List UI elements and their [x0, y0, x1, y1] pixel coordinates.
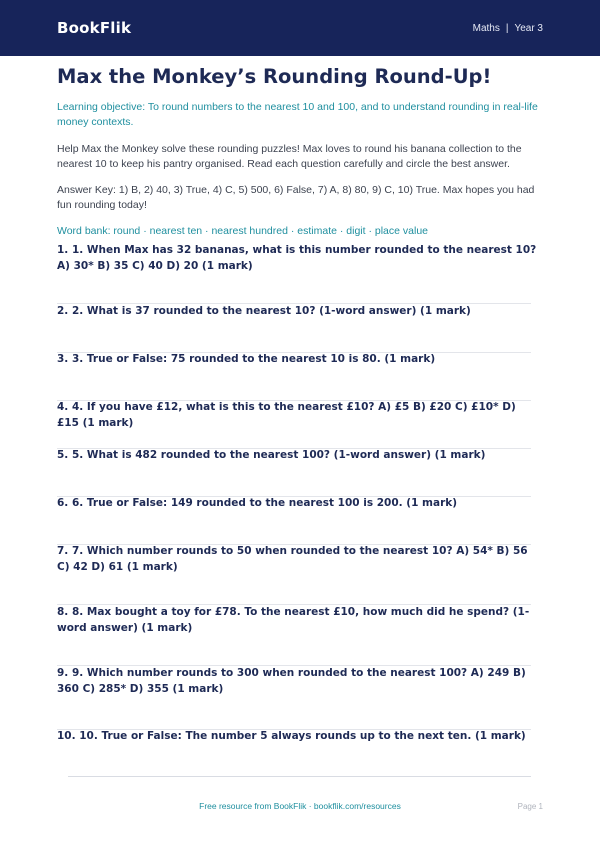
question-3: 3. 3. True or False: 75 rounded to the nearest 10 is 80. (1 mark) [57, 353, 436, 365]
footer-link[interactable]: Free resource from BookFlik · bookflik.com/resources [199, 801, 401, 811]
question-9: 9. 9. Which number rounds to 300 when rounded to the nearest 100? A) 249 B) 360 C) 285* D) 355 (1 mark) [57, 667, 526, 695]
page-header [0, 0, 600, 56]
word-bank: Word bank: round · nearest ten · nearest hundred · estimate · digit · place value [57, 225, 429, 237]
page-title: Max the Monkey’s Rounding Round-Up! [57, 65, 492, 88]
question-2: 2. 2. What is 37 rounded to the nearest 10? (1-word answer) (1 mark) [57, 305, 471, 317]
worksheet-intro [57, 64, 543, 239]
question-6: 6. 6. True or False: 149 rounded to the nearest 100 is 200. (1 mark) [57, 497, 458, 509]
question-5: 5. 5. What is 482 rounded to the nearest 100? (1-word answer) (1 mark) [57, 449, 486, 461]
footer-divider [68, 776, 531, 777]
question-1: 1. 1. When Max has 32 bananas, what is this number rounded to the nearest 10? A) 30* B) 35 C) 40 D) 20 (1 mark) [57, 244, 537, 272]
question-8: 8. 8. Max bought a toy for £78. To the nearest £10, how much did he spend? (1-word answer) (1 mark) [57, 606, 530, 634]
subject-label: Maths [472, 22, 500, 34]
learning-objective: Learning objective: To round numbers to the nearest 10 and 100, and to understand rounding in real-life money contexts. [57, 101, 538, 128]
question-4: 4. 4. If you have £12, what is this to the nearest £10? A) £5 B) £20 C) £10* D) £15 (1 mark) [57, 401, 516, 429]
question-7: 7. 7. Which number rounds to 50 when rounded to the nearest 10? A) 54* B) 56 C) 42 D) 61 (1 mark) [57, 545, 528, 573]
page-number: Page 1 [517, 802, 543, 811]
meta-separator: | [505, 22, 509, 34]
year-label: Year 3 [514, 22, 543, 34]
brand-logo[interactable]: BookFlik [57, 19, 132, 37]
intro-text: Help Max the Monkey solve these rounding puzzles! Max loves to round his banana collection to the nearest 10 to keep his pantry organised. Read each question carefully and circle the best answer. [57, 143, 522, 170]
answer-key: Answer Key: 1) B, 2) 40, 3) True, 4) C, 5) 500, 6) False, 7) A, 8) 80, 9) C, 10) True. Max hopes you had fun rounding today! [57, 184, 535, 211]
question-10: 10. 10. True or False: The number 5 always rounds up to the next ten. (1 mark) [57, 730, 526, 742]
subject-meta [473, 23, 543, 34]
